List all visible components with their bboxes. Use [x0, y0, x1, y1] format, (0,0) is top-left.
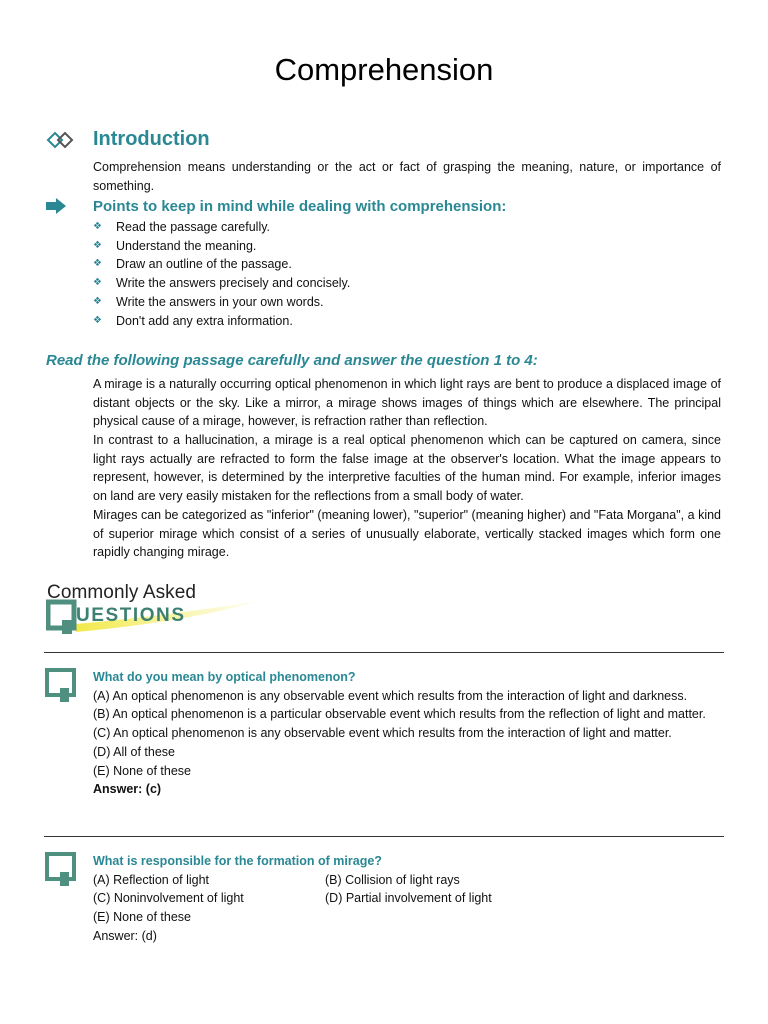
- passage-heading: Read the following passage carefully and answer the question 1 to 4:: [46, 352, 538, 369]
- list-item: ❖ Understand the meaning.: [93, 237, 350, 256]
- diamond-bullet-icon: ❖: [93, 277, 102, 289]
- list-item: ❖ Don't add any extra information.: [93, 312, 350, 331]
- diamond-bullet-icon: ❖: [93, 295, 102, 307]
- svg-text:Commonly Asked: Commonly Asked: [47, 582, 196, 603]
- introduction-heading: Introduction: [93, 128, 210, 150]
- divider: [44, 652, 724, 653]
- option: (B) Collision of light rays: [325, 872, 460, 887]
- option: (A) Reflection of light: [93, 872, 210, 887]
- option: (C) An optical phenomenon is any observable event which results from the interaction of light and matter.: [93, 726, 672, 741]
- question-2-title: What is responsible for the formation of mirage?: [93, 854, 382, 868]
- option: (C) Noninvolvement of light: [93, 891, 244, 906]
- points-heading: Points to keep in mind while dealing with comprehension:: [93, 198, 507, 215]
- option: (E) None of these: [93, 763, 191, 778]
- options-grid: [93, 871, 721, 908]
- diamond-bullet-icon: ❖: [93, 239, 102, 251]
- list-item: ❖ Write the answers precisely and concisely.: [93, 274, 350, 293]
- option: (D) Partial involvement of light: [325, 891, 492, 906]
- passage-paragraph-2: In contrast to a hallucination, a mirage is a real optical phenomenon which can be captured on camera, since light rays actually are refracted to form the false image at the observer's location. What the image appears to represent, however, is determined by the interpretive faculties of the human mind. For example, inferior images on land are very easily mistaken for the reflections from a small body of water.: [93, 433, 721, 503]
- option: (D) All of these: [93, 744, 175, 759]
- option: (E) None of these: [93, 910, 191, 925]
- diamond-bullet-icon: ❖: [93, 221, 102, 232]
- question-2: [93, 852, 721, 946]
- diamond-bullet-icon: ❖: [93, 314, 102, 326]
- question-box-icon: [45, 668, 77, 704]
- svg-text:UESTIONS: UESTIONS: [76, 605, 184, 626]
- passage-paragraph-1: A mirage is a naturally occurring optical phenomenon in which light rays are bent to produce a displaced image of distant objects or the sky. Like a mirror, a mirage shows images of things which are elsewhere. The principal physical cause of a mirage, however, is refraction rather than reflection.: [93, 377, 721, 429]
- points-list: [93, 218, 350, 330]
- diamond-link-icon: [46, 130, 74, 150]
- list-item: ❖ Read the passage carefully.: [93, 218, 350, 237]
- introduction-text: Comprehension means understanding or the act or fact of grasping the meaning, nature, or importance of something.: [93, 160, 721, 193]
- diamond-bullet-icon: ❖: [93, 258, 102, 270]
- question-1-title: What do you mean by optical phenomenon?: [93, 670, 356, 684]
- question-box-icon: [45, 852, 77, 888]
- divider: [44, 836, 724, 837]
- option: (A) An optical phenomenon is any observable event which results from the interaction of light and darkness.: [93, 688, 688, 703]
- answer: Answer: (d): [93, 928, 157, 943]
- question-1: [93, 668, 721, 799]
- option: (B) An optical phenomenon is a particular observable event which results from the reflection of light and matter.: [93, 707, 706, 722]
- arrow-right-icon: [46, 198, 66, 214]
- commonly-asked-questions-logo: [46, 578, 276, 638]
- answer: Answer: (c): [93, 782, 162, 797]
- list-item: ❖ Draw an outline of the passage.: [93, 255, 350, 274]
- passage-paragraph-3: Mirages can be categorized as "inferior" (meaning lower), "superior" (meaning higher) and "Fata Morgana", a kind of superior mirage which consist of a series of unusually elaborate, vertically stacked images which form one rapidly changing mirage.: [93, 508, 721, 560]
- page-title: Comprehension: [274, 52, 494, 87]
- list-item: ❖ Write the answers in your own words.: [93, 293, 350, 312]
